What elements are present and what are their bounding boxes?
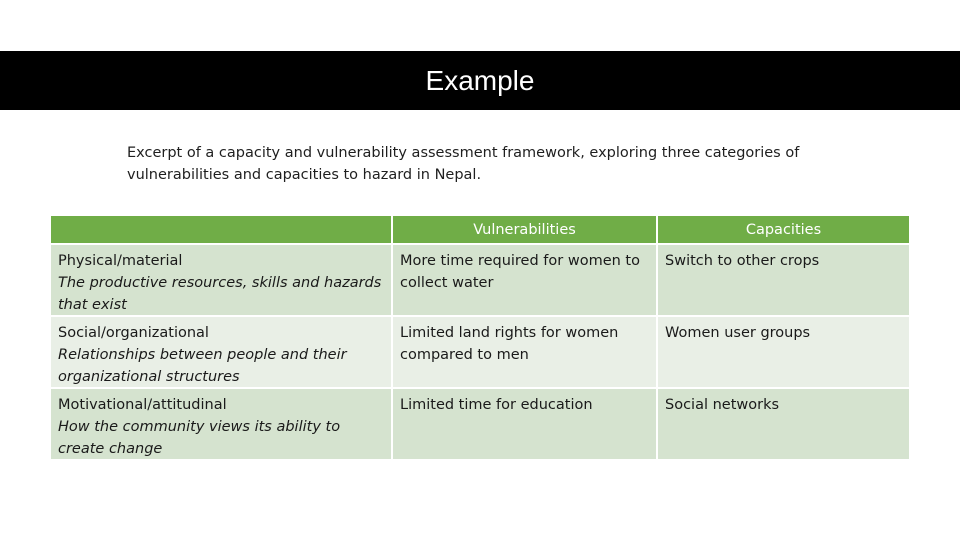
page-title: Example	[425, 65, 535, 96]
category-description: The productive resources, skills and hazards that exist	[58, 275, 382, 313]
header-vulnerabilities: Vulnerabilities	[393, 216, 656, 243]
row-category-cell	[51, 245, 391, 315]
vulnerability-cell: More time required for women to collect water	[393, 245, 656, 315]
category-name: Motivational/attitudinal	[58, 397, 227, 413]
category-name: Physical/material	[58, 253, 183, 269]
category-description: How the community views its ability to create change	[58, 419, 341, 457]
vulnerability-cell: Limited land rights for women compared to men	[393, 317, 656, 387]
row-category-cell	[51, 317, 391, 387]
capacity-cell: Social networks	[658, 389, 909, 459]
row-category-cell	[51, 389, 391, 459]
capacity-cell: Women user groups	[658, 317, 909, 387]
header-capacities: Capacities	[658, 216, 909, 243]
capacity-cell: Switch to other crops	[658, 245, 909, 315]
category-description: Relationships between people and their organizational structures	[58, 347, 347, 385]
category-name: Social/organizational	[58, 325, 209, 341]
intro-text: Excerpt of a capacity and vulnerability assessment framework, exploring three categories of vulnerabilities and capacities to hazard in Nepal.	[127, 145, 800, 183]
vulnerability-cell: Limited time for education	[393, 389, 656, 459]
title-bar	[0, 51, 960, 110]
capacity-vulnerability-table	[51, 216, 909, 461]
header-blank	[51, 216, 391, 243]
